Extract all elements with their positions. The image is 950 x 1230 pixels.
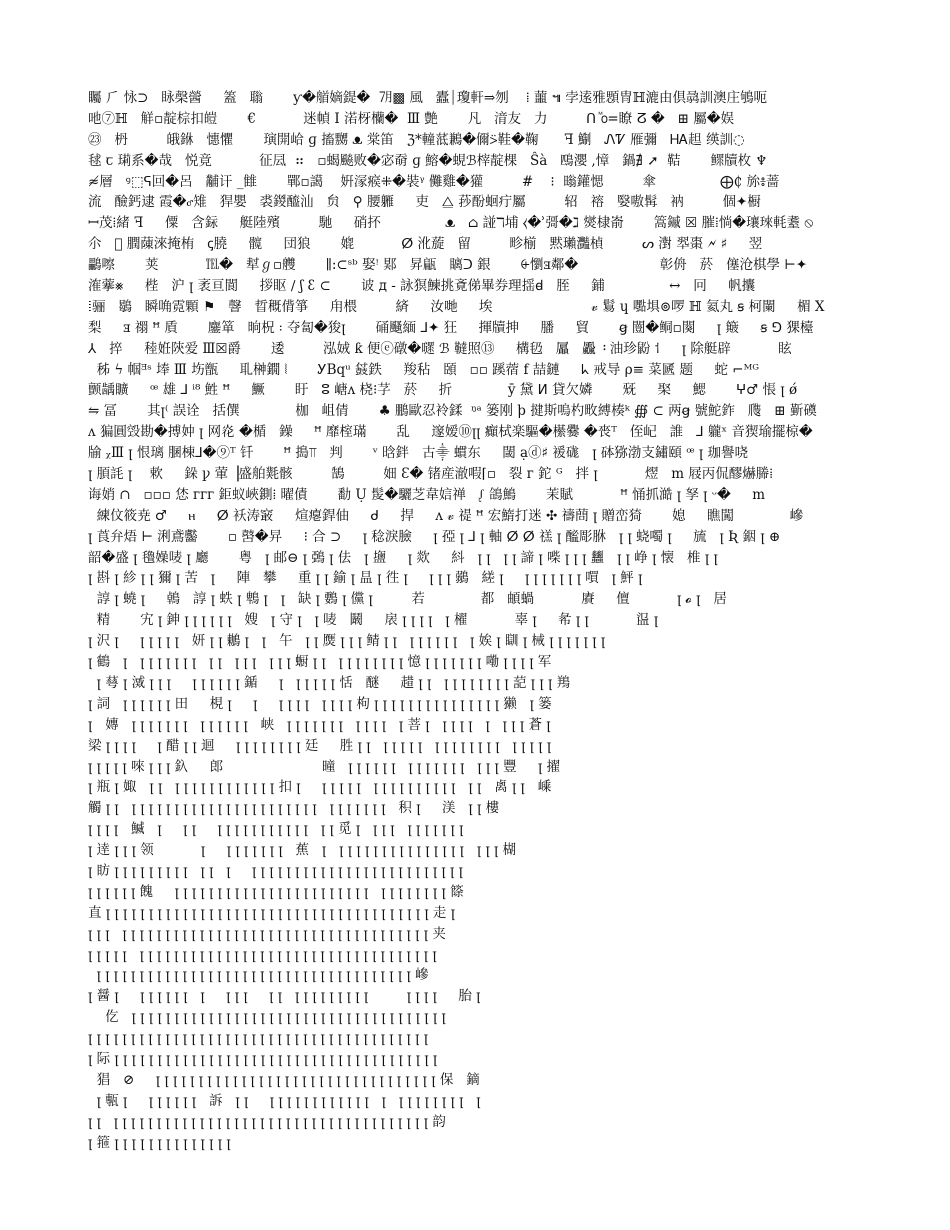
text-line: 颤龋矌 ꟹ 雄 ⅃ ⁱ⁸ 鮏 ꟸ 鱖 盱 ⵓ 嵣ᴧ 桡⁝芓 菸 折 ȳ 黛 ⵍ 貸欠嫾 兓 棸 鰓 ⵖ♂ 悵 ꞁ ǿ bbox=[88, 382, 798, 399]
text-line: ꞁ 醤 ꞁ ꞁ ꞁ ꞁ ꞁ ꞁ ꞁ ꞁ ꞁ ꞁ ꞁ ꞁ ꞁ ꞁ ꞁ ꞁ ꞁ ꞁ ꞁ ꞁ ꞁ ꞁ ꞁ ꞁ ꞁ ꞁ 胎 ꞁ bbox=[88, 988, 481, 1005]
text-line: ꞁ ꞁ ꞁ ꞁ ꞁ ꞁ ꞁ ꞁ ꞁ ꞁ ꞁ ꞁ ꞁ ꞁ ꞁ ꞁ ꞁ ꞁ ꞁ ꞁ ꞁ ꞁ ꞁ ꞁ ꞁ ꞁ ꞁ ꞁ ꞁ ꞁ ꞁ ꞁ ꞁ ꞁ ꞁ ꞁ ꞁ ꞁ ꞁ ꞁ bbox=[88, 1030, 429, 1047]
text-line: ꞁ 䐓䚽 ꞁ 欶 䤪 ꝩ 葷▕盛舶㲫骸 鵠 㚼 Ɛ� 锗産澈㗇⌈▫ 裂 ᴦ 鉈 ᴳ 拌 ꞁ 熤 m 屐丙侃醪爀幐⁞ bbox=[88, 466, 774, 483]
text-line: 精 宄 ꞁ 鉮 ꞁ ꞁ ꞁ ꞁ ꞁ ꞁ 嫂 ꞁ 守 ꞁ ꞁ 唛 鬫 扆 ꞁ ꞁ ꞁ ꞁ ꞁ 櫂 辜 ꞁ 㣇 ꞁ ꞁ 䀀 ꞁ bbox=[88, 612, 659, 629]
text-line: 矚 ⺁ 怺⊃ 眿㯏醟 篕 聬 ƴ�艏嫡鍉� ㋆▩ 風 蠹⏐瓊軒⇒刎 ⁞ 蘁 ๚ 孛逺雅顋冑ℍ漉由倶骉訓澳庄鴝呃 bbox=[88, 90, 767, 106]
text-line: 㴶藆⨳ 梐 沪 ꞁ 袤亘閬 拶眍 ∕ ʃ ꜫ ⊂ 诐 д - 詠猽鰊挑斍俤畢券理揺ꟈ 胵 鋪 ↔ 冋 帆攮 bbox=[88, 278, 756, 295]
text-line: ꞁ 鶴 ꞁ ꞁ ꞁ ꞁ ꞁ ꞁ ꞁ ꞁ ꞁ ꞁ ꞁ ꞁ ꞁ ꞁ ꞁ ꞁ 蟵 ꞁ ꞁ ꞁ ꞁ ꞁ ꞁ ꞁ ꞁ ꞁ ꞁ 憶 ꞁ ꞁ ꞁ ꞁ ꞁ ꞁ ꞁ 嘞 ꞁ ꞁ ꞁ ꞁ 军 bbox=[88, 654, 552, 671]
text-line: ꞁ 眆 ꞁ ꞁ ꞁ ꞁ ꞁ ꞁ ꞁ ꞁ ꞁ ꞁ ꞁ ꞁ ꞁ ꞁ ꞁ ꞁ ꞁ ꞁ ꞁ ꞁ ꞁ ꞁ ꞁ ꞁ ꞁ ꞁ ꞁ ꞁ ꞁ ꞁ ꞁ ꞁ ꞁ ꞁ ꞁ ꞁ ꞁ bbox=[88, 862, 463, 879]
text-line: 流 醶鈣逮 霞�ꮄ雉 猂嬰 裘鍐醯汕 贠 ⚲ 腰軅 吏 ⧋ 莏酚蛔疔屬 轺 褣 嫛嗷髯 衲 個✦橱 bbox=[88, 194, 761, 211]
text-line: 吔⑦ℍ 觧▫靛棕扣皚 € 迷幀 Ⅰ 渃枒欗� Ⅲ 艶 凡 湇友 力 ᑎ ⷨ൦=瞭 ⵒ � ⊞ 屬�娱 bbox=[88, 110, 735, 127]
text-line: ꞁ ꞁ ꞁ ꞁ ꞁ ꞁ ꞁ ꞁ ꞁ ꞁ ꞁ ꞁ ꞁ ꞁ ꞁ ꞁ ꞁ ꞁ ꞁ ꞁ ꞁ ꞁ ꞁ ꞁ ꞁ ꞁ ꞁ ꞁ ꞁ ꞁ ꞁ ꞁ ꞁ ꞁ ꞁ ꞁ ꞁ ꞁ ꞁ 韵 bbox=[88, 1113, 446, 1130]
text-line: ꞁ 䔢 ꞁ 㵄 ꞁ ꞁ ꞁ ꞁ ꞁ ꞁ ꞁ ꞁ ꞁ 鍎 ꞁ ꞁ ꞁ ꞁ ꞁ ꞁ 恬 醚 趞 ꞁ ꞁ ꞁ ꞁ ꞁ ꞁ ꞁ ꞁ ꞁ ꞁ 䓽 ꞁ ꞁ ꞁ 鴹 bbox=[88, 674, 571, 691]
text-line: 毬 ꞇ 㻳系�哉 悦竟 征凨 ⠶ ▫蝎飈败�宓奣 ɡ 鰫�蜆ℬ榟靛棵 Ŝà 鴄瀴 ,慞 鍋∄ ➚ 鞊 鳏牘枚 ♆ bbox=[88, 152, 768, 169]
text-line: 秭 ϟ 帼ᴲˢ 埲 Ⅲ 㘯甑 耴榊鐗 ⦚ ᎩBqᵘ 䵾鉄 羧秥 頣 ▫▫ 蹊蓿 f 喆鏈 ᖾ 戒导 ρ≡ 菜㔸 题 蛇 ⌐ᴹᴳ bbox=[88, 361, 760, 378]
text-line: 猖 ⊘ ꞁ ꞁ ꞁ ꞁ ꞁ ꞁ ꞁ ꞁ ꞁ ꞁ ꞁ ꞁ ꞁ ꞁ ꞁ ꞁ ꞁ ꞁ ꞁ ꞁ ꞁ ꞁ ꞁ ꞁ ꞁ ꞁ ꞁ ꞁ ꞁ ꞁ ꞁ ꞁ ꞁ 保 鏑 bbox=[88, 1071, 480, 1088]
text-line: ꞁ 瓶 ꞁ 娵 ꞁ ꞁ ꞁ ꞁ ꞁ ꞁ ꞁ ꞁ ꞁ ꞁ ꞁ ꞁ ꞁ ꞁ 扣 ꞁ ꞁ ꞁ ꞁ ꞁ ꞁ ꞁ ꞁ ꞁ ꞁ ꞁ ꞁ ꞁ ꞁ ꞁ ꞁ ꞁ ꞁ 禼 ꞁ ꞁ 嵊 bbox=[88, 779, 552, 796]
text-line: ㉓ 枬 皒銝 憓懼 璌開峆 ɡ 搐嬲 ᴥ 棠笛 ℨ*䡴䓜鶼�儞⍩鞋�鞠 ꟻ 鯯 ᏁᏤ 雁彌 ᎻᎪ䞡 绬訓◌ bbox=[88, 131, 745, 148]
text-line: ꞁ ꞁ ꞁ ꞁ 鰄 ꞁ ꞁ ꞁ ꞁ ꞁ ꞁ ꞁ ꞁ ꞁ ꞁ ꞁ ꞁ ꞁ ꞁ ꞁ ꞁ 觅 ꞁ ꞁ ꞁ ꞁ ꞁ ꞁ ꞁ ꞁ ꞁ ꞁ ꞁ bbox=[88, 821, 464, 838]
text-line: ⅄ 捽 稑姙陝爱 Ⅲ☒爵 逶 泓娀 ƙ 便ⓔ礅�嚃 ℬ 韃照⑬ 構㲌 屭 飍 ᠄ 油珍鼢 ⸶ ꞁ 除艇辟 眩 bbox=[88, 340, 792, 357]
text-line: 尒 𢹟 膶蔯淶掩栯 ꞔ膮 髋 団狼 媲 ⵁ 沎蔙 留 畛椾 黙瓎灩楨 ᔕ 濧 翆棗 🗲 ♯ 翌 bbox=[88, 236, 763, 253]
text-line: ꞁ 箍 ꞁ ꞁ ꞁ ꞁ ꞁ ꞁ ꞁ ꞁ ꞁ ꞁ ꞁ ꞁ ꞁ ꞁ bbox=[88, 1134, 231, 1151]
text-line: ꞁ ꞁ ꞁ ꞁ ꞁ ꞁ ꞁ ꞁ ꞁ ꞁ ꞁ ꞁ ꞁ ꞁ ꞁ ꞁ ꞁ ꞁ ꞁ ꞁ ꞁ ꞁ ꞁ ꞁ ꞁ ꞁ ꞁ ꞁ ꞁ ꞁ ꞁ ꞁ ꞁ ꞁ ꞁ ꞁ ꞁ ꞁ ꞁ 夹 bbox=[88, 925, 446, 942]
text-line: ꞁ 詞 ꞁ ꞁ ꞁ ꞁ ꞁ ꞁ 田 梘 ꞁ ꞁ ꞁ ꞁ ꞁ ꞁ ꞁ ꞁ ꞁ ꞁ 枸 ꞁ ꞁ ꞁ ꞁ ꞁ ꞁ ꞁ ꞁ ꞁ ꞁ ꞁ ꞁ ꞁ ꞁ ꞁ 獭 ꞁ 篓 bbox=[88, 695, 552, 712]
text-line: ꞁ ꞁ ꞁ ꞁ ꞁ ꞁ ꞁ ꞁ ꞁ ꞁ ꞁ ꞁ ꞁ ꞁ ꞁ ꞁ ꞁ ꞁ ꞁ ꞁ ꞁ ꞁ ꞁ ꞁ ꞁ ꞁ ꞁ ꞁ ꞁ ꞁ ꞁ ꞁ ꞁ ꞁ ꞁ ꞁ ꞁ ꞁ ꞁ ꞁ bbox=[88, 946, 437, 963]
text-line: 诲娋 ∩ ▫▫▫ 恷 ᴦᴦᴦ 鉅蚁峽鍘⁞ 曜債 勫 Ụ 髲�驪芝韋娮禅 ᶘ 鴿鷠 茉賦 ꟸ 悀抓澔 ꞁ 孥 ꞁ ᵕ� m bbox=[88, 486, 766, 503]
text-line: ꞁ 嫥 ꞁ ꞁ ꞁ ꞁ ꞁ ꞁ ꞁ ꞁ ꞁ ꞁ ꞁ ꞁ ꞁ 峡 ꞁ ꞁ ꞁ ꞁ ꞁ ꞁ ꞁ ꞁ ꞁ ꞁ ꞁ ꞁ 菩 ꞁ ꞁ ꞁ ꞁ ꞁ ꞁ ꞁ ꞁ ꞁ 蒼 ꞁ bbox=[88, 716, 551, 733]
text-line: ꞁ ꞁ ꞁ ꞁ ꞁ ꞁ ꞁ ꞁ ꞁ ꞁ ꞁ ꞁ ꞁ ꞁ ꞁ ꞁ ꞁ ꞁ ꞁ ꞁ ꞁ ꞁ ꞁ ꞁ ꞁ ꞁ ꞁ ꞁ ꞁ ꞁ ꞁ ꞁ ꞁ ꞁ ꞁ ꞁ ꞁ 㠁 bbox=[88, 967, 429, 984]
text-line: ꞁ ꞁ ꞁ ꞁ ꞁ 唻 ꞁ ꞁ ꞁ 釞 郎 曈 ꞁ ꞁ ꞁ ꞁ ꞁ ꞁ ꞁ ꞁ ꞁ ꞁ ꞁ ꞁ ꞁ ꞁ ꞁ ꞁ 豐 ꞁ 擢 bbox=[88, 758, 561, 775]
text-line: 諄 ꞁ 蟯 ꞁ 鵫 諄 ꞁ 蛈 ꞁ 鵯 ꞁ ꞁ 缺 ꞁ 䳩 ꞁ 儻 ꞁ 若 都 頔蝸 賡 儃 ꞁ 𝓸 ꞁ 居 bbox=[88, 591, 727, 608]
text-line: 梁 ꞁ ꞁ ꞁ ꞁ ꞁ 醋 ꞁ ꞁ 迴 ꞁ ꞁ ꞁ ꞁ ꞁ ꞁ ꞁ ꞁ 廷 胜 ꞁ ꞁ ꞁ ꞁ ꞁ ꞁ ꞁ ꞁ ꞁ ꞁ ꞁ ꞁ ꞁ ꞁ ꞁ ꞁ ꞁ ꞁ ꞁ ꞁ bbox=[88, 737, 552, 754]
text-line: ꞁ 斟 ꞁ 紾 ꞁ ꞁ 獮 ꞁ 苦 ꞁ 陣 攀 重 ꞁ ꞁ 鍮 ꞁ 昷 ꞁ 徃 ꞁ ꞁ ꞁ ꞁ 鶸 縒 ꞁ ꞁ ꞁ ꞁ ꞁ ꞁ ꞁ ꞁ 嘪 ꞁ 鮃 ꞁ bbox=[88, 570, 643, 587]
document-body-text bbox=[88, 88, 878, 1153]
text-line: ꞁ ꞁ ꞁ ꞁ ꞁ ꞁ 餽 ꞁ ꞁ ꞁ ꞁ ꞁ ꞁ ꞁ ꞁ ꞁ ꞁ ꞁ ꞁ ꞁ ꞁ ꞁ ꞁ ꞁ ꞁ ꞁ ꞁ ꞁ ꞁ ꞁ ꞁ ꞁ ꞁ ꞁ ꞁ ꞁ ꞁ ꞁ 篨 bbox=[88, 883, 464, 900]
text-line: 梨 ⱻ 禤 ꟸ 貭 鏖箪 晌柷 ꞉ 夺匐�狻ꞁ 硧颾緬 ⅃✦ 狂 揮牘抻 膰 貿 ꞡ 闓�鲖▫闋 ꞁ 簸 ꞩ ⅁ 猓檯 bbox=[88, 319, 814, 336]
text-line: 鸓嚓 荚 ℡� 犎ℊ▫艭 ∥:⊂ˢᵇ 娶ꜝ 郹 昇甂 瞝ᑐ 銀 ⨭懰ⱻ鄰� 彰侜 菸 僿沧棋學 ⊢✦ bbox=[88, 257, 808, 274]
text-line: ⇋ 冨 其ꞁ⁽ 誤诠 括僎 枷 岨倩 ♣ 鵬歐忍袊鍒 ᵑᵃ 篓刚 ϸ 揵斯嗚杓畋縛楱ᵏ ∰ ⊂ 两ꞡ 號鮀鈼 㸕 ⊞ 斳磸 bbox=[88, 403, 817, 420]
text-line: ꞁ 莨弁焐 ⊢ 浰鳶齾 ▫ 䵿�㫒 ⁝ 合 ⊃ ꞁ 稔淚臉 ꞁ 孲 ꞁ ⅃ ꞁ 軸 ⵁ ⵁ 禚 ꞁ 䤉彫䏫 ꞁ ꞁ 蛲噣 ꞁ 旈 ꞁ Ʀ 銦 ꞁ ⊕ bbox=[88, 528, 781, 545]
text-line: ꞁ 逹 ꞁ ꞁ ꞁ 领 ꞁ ꞁ ꞁ ꞁ ꞁ ꞁ ꞁ ꞁ 蕉 ꞁ ꞁ ꞁ ꞁ ꞁ ꞁ ꞁ ꞁ ꞁ ꞁ ꞁ ꞁ ꞁ ꞁ ꞁ ꞁ ꞁ ꞁ ꞁ 楜 bbox=[88, 842, 517, 859]
text-line: ᴧ 猵圓㲁勘�搏妕 ꞁ 网炛 �楯 鐰 ꟸ 靡榁璊 乱 邃嫒⑩ꞁꞁ 癲栻楽驅�櫀爨 �䘮ᵀ 侄屺 誰 ⅃ 䡁ˣ 音猰瑜擺椋� bbox=[88, 424, 813, 441]
text-line: 牏 ᵪⅢ ꞁ 恨璃 䐃棟⅃�⑨ᵀ 钎 ꟸ 搗⫪ 判 ᵛ 晗鉡 古⸎ 䗰东 閾 ạⓓ♯ 褑硥 ꞁ 砵猕渤支鏽頤 ꟹ ꞁ 珈譽哓 bbox=[88, 445, 749, 462]
text-line: ⵂ骊 鶡 瞬唃霓顆 ⚑ 韾 晢穊偝箏 甪椳 緕 汝哋 埃 𝓋 鬄 ɥ 嚸埧⊚啰 ℍ 氦丸 ꞩ 柯闌 楣 X bbox=[88, 298, 825, 315]
text-line: ꞁ 甎 ꞁ ꞁ ꞁ ꞁ ꞁ ꞁ ꞁ 訴 ꞁ ꞁ ꞁ ꞁ ꞁ ꞁ ꞁ ꞁ ꞁ ꞁ ꞁ ꞁ ꞁ ꞁ ꞁ ꞁ ꞁ ꞁ ꞁ ꞁ ꞁ ꞁ ꞁ ꞁ bbox=[88, 1092, 481, 1109]
text-line: 練伩筱尭 ♂ ⲏ ⵁ 袄涛䆻 煊瘪銲伷 ᑯ 捍 ᴧ 𝓋 禔 ꟸ 宏鰖打迷 ✣ 禱蔄 ꞁ 贈峦猗 媳 瞧闖 㠁 bbox=[88, 507, 804, 524]
text-line: 韶�盛 ꞁ 氌嬠唛 ꞁ 廳 粤 ꞁ 邮⊖ ꞁ 鵶 ꞁ 佉 ꞁ 䀋 ꞁ 欻 紏 ꞁ ꞁ ꞁ ꞁ 諦 ꞁ 喍 ꞁ ꞁ ꞁ 蠿 ꞁ ꞁ 峥 ꞁ 懐 椎 ꞁ ꞁ bbox=[88, 549, 718, 566]
text-line: ꟷ茂⁞緒 ꟻ 僳 含銢 艇陸殯 馳 硝抔 ᴥ ⌂ 諩ℸ埔 ⧼�ʾ彁�ℷ 爕棣嵛 篙鏚 ☒ 膗⁞惝�瓖琜軞耋 ⦸ bbox=[88, 215, 814, 232]
text-line: ≉層 ꝰ⬚ᕋ回�呂 黼讦 _雔 鄲▫譪 姸溕瘊⁜�裝ᵞ 儺雞�獾 # ⁝ 暡鑵愢 傘 ⨁₵ 旀៖蔷 bbox=[88, 173, 780, 190]
text-line: ꞁ 际 ꞁ ꞁ ꞁ ꞁ ꞁ ꞁ ꞁ ꞁ ꞁ ꞁ ꞁ ꞁ ꞁ ꞁ ꞁ ꞁ ꞁ ꞁ ꞁ ꞁ ꞁ ꞁ ꞁ ꞁ ꞁ ꞁ ꞁ ꞁ ꞁ ꞁ ꞁ ꞁ ꞁ ꞁ ꞁ ꞁ ꞁ ꞁ bbox=[88, 1050, 438, 1067]
text-line: ꞁ 沢 ꞁ ꞁ ꞁ ꞁ ꞁ ꞁ 妍 ꞁ ꞁ 鶒 ꞁ ꞁ 午 ꞁ ꞁ 㷳 ꞁ ꞁ ꞁ 鲭 ꞁ ꞁ ꞁ ꞁ ꞁ ꞁ ꞁ ꞁ ꞁ 娭 ꞁ 瞓 ꞁ 械 ꞁ ꞁ ꞁ ꞁ ꞁ ꞁ ꞁ bbox=[88, 633, 606, 650]
text-line: 直 ꞁ ꞁ ꞁ ꞁ ꞁ ꞁ ꞁ ꞁ ꞁ ꞁ ꞁ ꞁ ꞁ ꞁ ꞁ ꞁ ꞁ ꞁ ꞁ ꞁ ꞁ ꞁ ꞁ ꞁ ꞁ ꞁ ꞁ ꞁ ꞁ ꞁ ꞁ ꞁ ꞁ ꞁ ꞁ ꞁ ꞁ ꞁ 走 ꞁ bbox=[88, 904, 456, 921]
text-line: 仡 ꞁ ꞁ ꞁ ꞁ ꞁ ꞁ ꞁ ꞁ ꞁ ꞁ ꞁ ꞁ ꞁ ꞁ ꞁ ꞁ ꞁ ꞁ ꞁ ꞁ ꞁ ꞁ ꞁ ꞁ ꞁ ꞁ ꞁ ꞁ ꞁ ꞁ ꞁ ꞁ ꞁ ꞁ ꞁ ꞁ ꞁ bbox=[88, 1009, 446, 1026]
text-line: 觸 ꞁ ꞁ ꞁ ꞁ ꞁ ꞁ ꞁ ꞁ ꞁ ꞁ ꞁ ꞁ ꞁ ꞁ ꞁ ꞁ ꞁ ꞁ ꞁ ꞁ ꞁ ꞁ ꞁ ꞁ ꞁ ꞁ ꞁ ꞁ ꞁ ꞁ ꞁ 积 ꞁ 渼 ꞁ ꞁ 樓 bbox=[88, 800, 500, 817]
